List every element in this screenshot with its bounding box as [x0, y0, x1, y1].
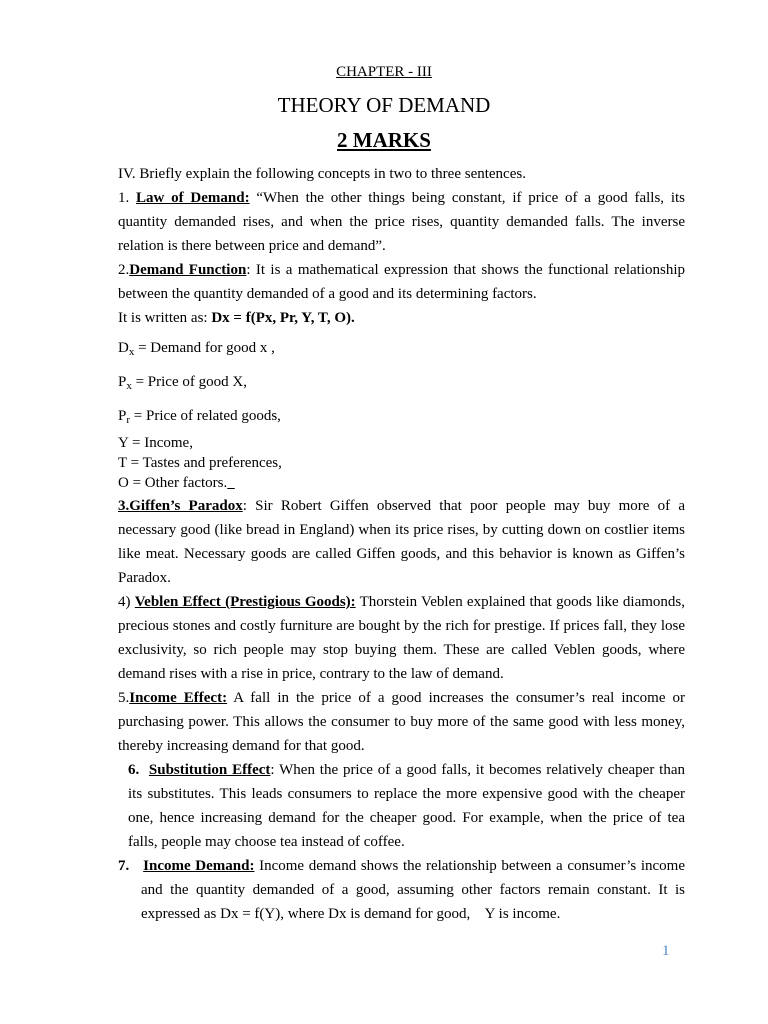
item-text: A fall in the price of a good increases the consumer’s real income or purchasing power. This allows the consumer to buy more of the same good with less money, thereby increasing demand for that good. — [118, 690, 685, 754]
document-body — [118, 162, 689, 926]
item-number: 2. — [118, 262, 130, 278]
item-text: : Sir Robert Giffen observed that poor people may buy more of a necessary good (like bread in England) when its price rises, by cutting down on costlier items like meat. Necessary goods are called Giffen goods, and this behavior is known as Giffen’s Paradox. — [118, 498, 686, 586]
item-number: 5. — [118, 690, 130, 706]
item-heading: Income Effect: — [129, 690, 228, 706]
item-income-demand — [118, 854, 689, 926]
page-number: 1 — [662, 943, 670, 959]
chapter-label: CHAPTER - III — [336, 64, 432, 80]
item-heading: 3.Giffen’s Paradox — [118, 498, 243, 514]
item-number: 4) — [118, 594, 135, 610]
item-giffens-paradox — [118, 494, 685, 590]
intro-instruction: IV. Briefly explain the following concepts in two to three sentences. — [118, 166, 526, 182]
item-substitution-effect — [118, 758, 685, 854]
item-veblen-effect — [118, 590, 685, 686]
item-number: 6. — [128, 762, 140, 778]
symbol-definition: Y = Income, — [118, 435, 193, 451]
symbol-definition: O = Other factors. — [118, 475, 228, 491]
symbol-definition: $D_x$ = Demand for good x , — [118, 340, 275, 358]
formula: Dx = f(Px, Pr, Y, T, O). — [211, 310, 355, 326]
item-text: “When the other things being constant, if price of a good falls, its quantity demanded rises, and when the price rises, quantity demanded falls. The inverse relation is there between price and demand”. — [118, 190, 686, 254]
item-heading: Demand Function — [129, 262, 247, 278]
symbol-definition: $P_x$ = Price of good X, — [118, 374, 247, 392]
item-text: Income demand shows the relationship between a consumer’s income and the quantity demanded of a good, assuming other factors remain constant. It is expressed as Dx = f(Y), where Dx is demand for good, Y is income. — [141, 858, 689, 922]
item-heading: Substitution Effect — [148, 762, 271, 778]
item-demand-function — [118, 258, 685, 306]
marks-heading: 2 MARKS — [337, 128, 431, 152]
item-law-of-demand — [118, 186, 685, 258]
symbol-definition: T = Tastes and preferences, — [118, 455, 282, 471]
page-title: THEORY OF DEMAND — [277, 93, 491, 117]
item-text: : It is a mathematical expression that shows the functional relationship between the quantity demanded of a good and its determining factors. — [118, 262, 685, 302]
item-number: 1. — [118, 190, 137, 206]
item-heading: Income Demand: — [143, 858, 255, 874]
item-text: : When the price of a good falls, it becomes relatively cheaper than its substitutes. This leads consumers to replace the more expensive good with the cheaper one, hence increasing demand for the cheaper good. For example, when the price of tea falls, people may choose tea instead of coffee. — [128, 762, 685, 850]
item-text: Thorstein Veblen explained that goods like diamonds, precious stones and costly furniture are bought by the rich for prestige. If prices fall, they lose exclusivity, so rich people may stop buying them. These are called Veblen goods, where demand rises with a rise in price, contrary to the law of demand. — [118, 594, 685, 682]
formula-prefix: It is written as: — [118, 310, 212, 326]
symbol-definition: $P_r$ = Price of related goods, — [118, 408, 281, 426]
formula-line — [118, 306, 685, 330]
item-income-effect — [118, 686, 685, 758]
item-number: 7. — [118, 858, 130, 874]
item-heading: Veblen Effect (Prestigious Goods): — [134, 594, 356, 610]
item-heading: Law of Demand: — [136, 190, 250, 206]
